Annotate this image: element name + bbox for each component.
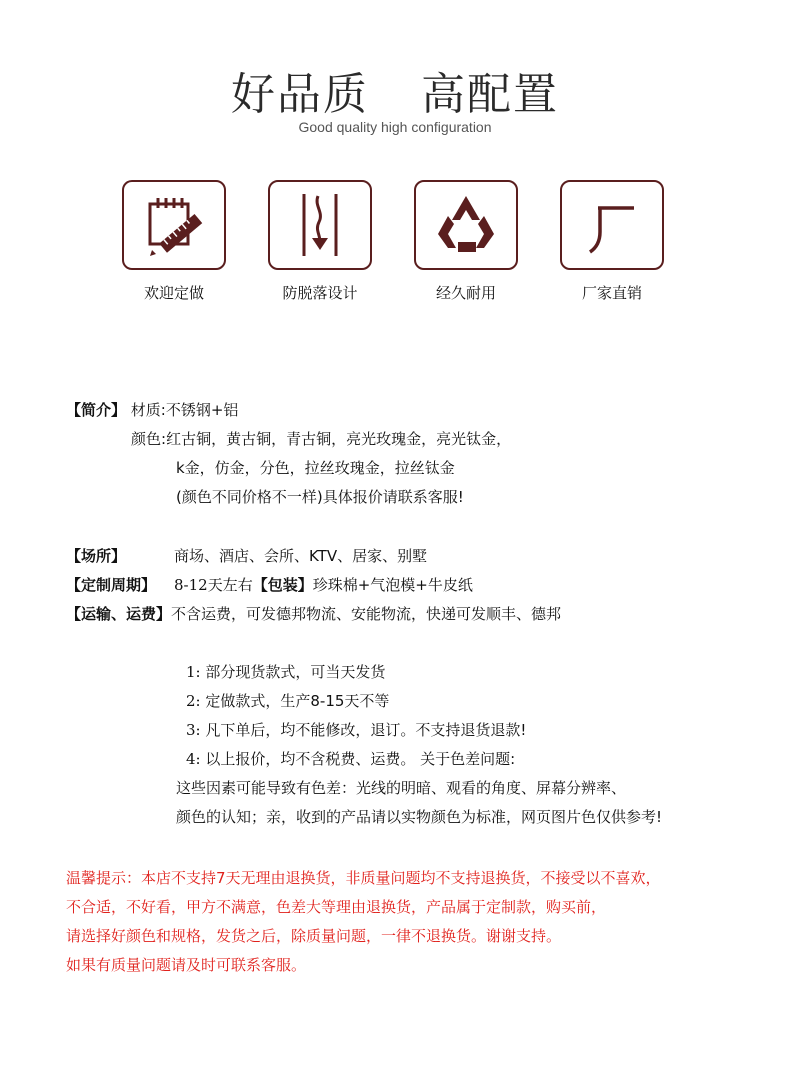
anti-drop-arrow-icon	[282, 190, 358, 260]
intro-color-line-3: (颜色不同价格不一样)具体报价请联系客服!	[176, 488, 464, 506]
feature-label: 欢迎定做	[143, 284, 204, 302]
feature-label: 经久耐用	[435, 284, 496, 302]
package-tag: 【包装】	[252, 576, 313, 594]
note-number: 3:	[186, 721, 201, 739]
custom-value-group	[174, 575, 473, 595]
shipping-tag: 【运输、运费】	[66, 605, 172, 623]
note-text: 凡下单后，均不能修改，退订。不支持退货退款!	[205, 721, 527, 739]
intro-tag: 【简介】	[66, 401, 127, 419]
note-item-1	[186, 662, 385, 682]
note-number: 2:	[186, 692, 201, 710]
intro-material-line	[66, 400, 238, 420]
note-text: 定做款式，生产8-15天不等	[205, 692, 390, 710]
shipping-line	[66, 604, 561, 624]
feature-icon-box	[122, 180, 226, 270]
note-text: 以上报价，均不含税费、运费。 关于色差问题:	[205, 750, 516, 768]
note-text: 部分现货款式，可当天发货	[205, 663, 386, 681]
custom-tag: 【定制周期】	[66, 576, 157, 594]
feature-label: 厂家直销	[581, 284, 642, 302]
material-label: 材质:	[130, 401, 166, 419]
note-item-4	[186, 749, 515, 769]
color-value-1: 红古铜，黄古铜，青古铜，亮光玫瑰金，亮光钛金，	[166, 430, 512, 448]
note-number: 4:	[186, 750, 201, 768]
page-title	[0, 58, 790, 122]
color-difference-line-2: 颜色的认知；亲，收到的产品请以实物颜色为标准，网页图片色仅供参考!	[176, 808, 663, 826]
feature-durable	[414, 180, 518, 303]
notepad-ruler-icon	[136, 190, 212, 260]
feature-custom-made	[122, 180, 226, 303]
intro-color-line-1	[131, 429, 511, 449]
page-subtitle: Good quality high configuration	[298, 119, 492, 135]
feature-factory-direct	[560, 180, 664, 303]
shipping-value: 不含运费，可发德邦物流、安能物流，快递可发顺丰、德邦	[171, 605, 562, 623]
package-value: 珍珠棉+气泡模+牛皮纸	[312, 576, 473, 594]
recycle-icon	[428, 190, 504, 260]
venue-line	[66, 546, 428, 566]
title-good-quality: 好品质	[231, 69, 369, 120]
feature-label: 防脱落设计	[282, 284, 358, 302]
custom-cycle-line	[66, 575, 473, 595]
feature-anti-drop	[268, 180, 372, 303]
warning-line-4: 如果有质量问题请及时可联系客服。	[66, 956, 307, 974]
custom-value: 8-12天左右	[174, 576, 253, 594]
color-label: 颜色:	[131, 430, 167, 448]
intro-color-line-2: k金，仿金，分色，拉丝玫瑰金，拉丝钛金	[176, 459, 455, 477]
feature-icon-box	[268, 180, 372, 270]
color-difference-line-1: 这些因素可能导致有色差：光线的明暗、观看的角度、屏幕分辨率、	[176, 779, 627, 797]
warning-line-1: 温馨提示：本店不支持7天无理由退换货，非质量问题均不支持退换货，不接受以不喜欢，	[66, 869, 661, 887]
title-high-config: 高配置	[421, 69, 559, 120]
warning-line-3: 请选择好颜色和规格，发货之后，除质量问题，一律不退换货。谢谢支持。	[66, 927, 562, 945]
feature-icon-box	[560, 180, 664, 270]
warning-line-2: 不合适，不好看，甲方不满意，色差大等理由退换货，产品属于定制款，购买前，	[66, 898, 607, 916]
note-item-3	[186, 720, 526, 740]
venue-value: 商场、酒店、会所、KTV、居家、别墅	[174, 547, 428, 565]
note-item-2	[186, 691, 389, 711]
venue-tag: 【场所】	[66, 547, 127, 565]
material-value: 不锈钢+铝	[165, 401, 239, 419]
note-number: 1:	[186, 663, 201, 681]
feature-icon-box	[414, 180, 518, 270]
factory-icon	[574, 190, 650, 260]
